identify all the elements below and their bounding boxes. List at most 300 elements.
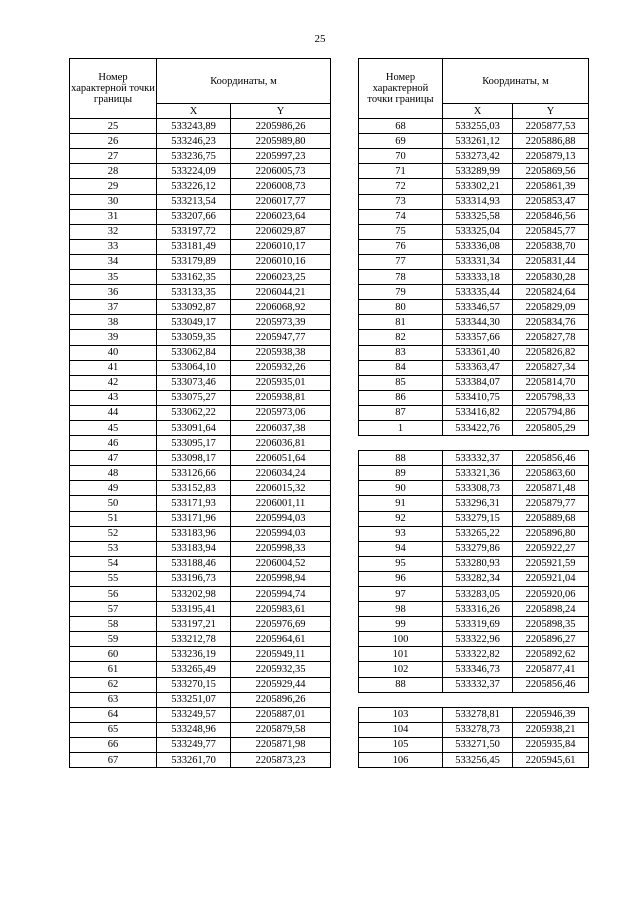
point-number-cell: 47 [70,451,157,466]
table-row [70,390,331,405]
y-coordinate-cell: 2205921,59 [513,556,589,571]
point-number-cell: 106 [359,753,443,768]
point-number-cell: 59 [70,632,157,647]
x-coordinate-cell: 533289,99 [443,164,513,179]
x-coordinate-cell: 533331,34 [443,254,513,269]
x-coordinate-cell: 533246,23 [157,134,231,149]
y-coordinate-cell: 2205922,27 [513,541,589,556]
table-row [70,602,331,617]
y-coordinate-cell: 2205826,82 [513,345,589,360]
table-row [70,466,331,481]
y-coordinate-cell: 2206034,24 [231,466,331,481]
x-coordinate-cell: 533162,35 [157,270,231,285]
header-x: X [157,104,231,119]
y-coordinate-cell: 2205856,46 [513,451,589,466]
y-coordinate-cell: 2205896,26 [231,692,331,707]
x-coordinate-cell: 533095,17 [157,436,231,451]
x-coordinate-cell: 533332,37 [443,677,513,692]
header-point-number: Номер характерной точки границы [359,59,443,119]
point-number-cell: 92 [359,511,443,526]
y-coordinate-cell: 2205973,39 [231,315,331,330]
table-row [359,602,589,617]
y-coordinate-cell: 2205998,33 [231,541,331,556]
y-coordinate-cell: 2205887,01 [231,707,331,722]
x-coordinate-cell: 533361,40 [443,345,513,360]
point-number-cell: 27 [70,149,157,164]
x-coordinate-cell: 533273,42 [443,149,513,164]
table-row [70,345,331,360]
y-coordinate-cell: 2205896,27 [513,632,589,647]
table-row [359,496,589,511]
y-coordinate-cell: 2205938,38 [231,345,331,360]
x-coordinate-cell: 533181,49 [157,239,231,254]
y-coordinate-cell: 2205879,77 [513,496,589,511]
y-coordinate-cell: 2206001,11 [231,496,331,511]
point-number-cell: 97 [359,587,443,602]
table-row [70,753,331,768]
table-row [70,330,331,345]
table-row [70,285,331,300]
y-coordinate-cell: 2205898,24 [513,602,589,617]
y-coordinate-cell: 2206051,64 [231,451,331,466]
table-row [359,420,589,435]
x-coordinate-cell: 533325,04 [443,224,513,239]
point-number-cell: 26 [70,134,157,149]
point-number-cell: 98 [359,602,443,617]
point-number-cell: 66 [70,737,157,752]
x-coordinate-cell: 533255,03 [443,119,513,134]
x-coordinate-cell: 533188,46 [157,556,231,571]
x-coordinate-cell: 533256,45 [443,753,513,768]
y-coordinate-cell: 2205964,61 [231,632,331,647]
table-row [70,496,331,511]
table-row [359,722,589,737]
y-coordinate-cell: 2205998,94 [231,571,331,586]
point-number-cell: 85 [359,375,443,390]
table-row [359,164,589,179]
x-coordinate-cell: 533316,26 [443,602,513,617]
table-row [359,330,589,345]
point-number-cell: 88 [359,677,443,692]
table-row [359,149,589,164]
point-number-cell: 80 [359,300,443,315]
point-number-cell: 104 [359,722,443,737]
y-coordinate-cell: 2205871,48 [513,481,589,496]
point-number-cell: 57 [70,602,157,617]
gap-cell [513,692,589,707]
table-gap-row [359,692,589,707]
table-row [359,587,589,602]
x-coordinate-cell: 533332,37 [443,451,513,466]
table-row [359,134,589,149]
table-row [359,451,589,466]
y-coordinate-cell: 2205879,58 [231,722,331,737]
y-coordinate-cell: 2205945,61 [513,753,589,768]
y-coordinate-cell: 2205994,03 [231,526,331,541]
point-number-cell: 60 [70,647,157,662]
point-number-cell: 40 [70,345,157,360]
y-coordinate-cell: 2206008,73 [231,179,331,194]
x-coordinate-cell: 533325,58 [443,209,513,224]
point-number-cell: 52 [70,526,157,541]
x-coordinate-cell: 533248,96 [157,722,231,737]
x-coordinate-cell: 533236,19 [157,647,231,662]
point-number-cell: 90 [359,481,443,496]
point-number-cell: 44 [70,405,157,420]
x-coordinate-cell: 533346,73 [443,662,513,677]
x-coordinate-cell: 533279,15 [443,511,513,526]
point-number-cell: 86 [359,390,443,405]
table-row [70,722,331,737]
point-number-cell: 50 [70,496,157,511]
point-number-cell: 91 [359,496,443,511]
point-number-cell: 1 [359,420,443,435]
x-coordinate-cell: 533195,41 [157,602,231,617]
point-number-cell: 35 [70,270,157,285]
y-coordinate-cell: 2205805,29 [513,420,589,435]
table-row [70,300,331,315]
y-coordinate-cell: 2206005,73 [231,164,331,179]
table-row [359,194,589,209]
table-row [70,134,331,149]
table-row [70,119,331,134]
x-coordinate-cell: 533091,64 [157,420,231,435]
y-coordinate-cell: 2206068,92 [231,300,331,315]
table-row [70,420,331,435]
point-number-cell: 43 [70,390,157,405]
point-number-cell: 81 [359,315,443,330]
x-coordinate-cell: 533270,15 [157,677,231,692]
x-coordinate-cell: 533322,96 [443,632,513,647]
table-row [359,647,589,662]
y-coordinate-cell: 2206010,16 [231,254,331,269]
table-row [359,224,589,239]
x-coordinate-cell: 533279,86 [443,541,513,556]
table-row [359,209,589,224]
point-number-cell: 76 [359,239,443,254]
x-coordinate-cell: 533278,81 [443,707,513,722]
table-row [70,692,331,707]
point-number-cell: 96 [359,571,443,586]
point-number-cell: 30 [70,194,157,209]
y-coordinate-cell: 2206004,52 [231,556,331,571]
x-coordinate-cell: 533278,73 [443,722,513,737]
table-row [359,466,589,481]
table-row [70,511,331,526]
x-coordinate-cell: 533422,76 [443,420,513,435]
x-coordinate-cell: 533092,87 [157,300,231,315]
point-number-cell: 25 [70,119,157,134]
y-coordinate-cell: 2205846,56 [513,209,589,224]
table-row [359,179,589,194]
table-body-left [70,119,331,768]
y-coordinate-cell: 2205798,33 [513,390,589,405]
table-row [70,315,331,330]
point-number-cell: 103 [359,707,443,722]
table-row [359,481,589,496]
point-number-cell: 75 [359,224,443,239]
point-number-cell: 68 [359,119,443,134]
x-coordinate-cell: 533212,78 [157,632,231,647]
table-row [359,360,589,375]
y-coordinate-cell: 2205827,78 [513,330,589,345]
y-coordinate-cell: 2206044,21 [231,285,331,300]
y-coordinate-cell: 2205946,39 [513,707,589,722]
x-coordinate-cell: 533183,96 [157,526,231,541]
y-coordinate-cell: 2205935,84 [513,737,589,752]
x-coordinate-cell: 533179,89 [157,254,231,269]
point-number-cell: 87 [359,405,443,420]
point-number-cell: 88 [359,451,443,466]
x-coordinate-cell: 533282,34 [443,571,513,586]
point-number-cell: 42 [70,375,157,390]
y-coordinate-cell: 2205794,86 [513,405,589,420]
table-row [359,239,589,254]
table-row [359,707,589,722]
y-coordinate-cell: 2205932,26 [231,360,331,375]
table-row [359,753,589,768]
table-row [70,662,331,677]
point-number-cell: 58 [70,617,157,632]
table-row [70,587,331,602]
y-coordinate-cell: 2206015,32 [231,481,331,496]
x-coordinate-cell: 533302,21 [443,179,513,194]
x-coordinate-cell: 533207,66 [157,209,231,224]
x-coordinate-cell: 533322,82 [443,647,513,662]
y-coordinate-cell: 2205983,61 [231,602,331,617]
table-row [70,707,331,722]
table-row [70,149,331,164]
table-row [70,632,331,647]
page-number: 25 [314,33,326,45]
x-coordinate-cell: 533152,83 [157,481,231,496]
x-coordinate-cell: 533224,09 [157,164,231,179]
table-row [359,737,589,752]
x-coordinate-cell: 533197,72 [157,224,231,239]
point-number-cell: 65 [70,722,157,737]
y-coordinate-cell: 2205997,23 [231,149,331,164]
table-row [359,677,589,692]
y-coordinate-cell: 2206023,64 [231,209,331,224]
table-row [70,617,331,632]
x-coordinate-cell: 533171,93 [157,496,231,511]
x-coordinate-cell: 533133,35 [157,285,231,300]
gap-cell [513,436,589,451]
x-coordinate-cell: 533261,70 [157,753,231,768]
gap-cell [359,692,443,707]
header-coordinates: Координаты, м [157,59,331,104]
x-coordinate-cell: 533357,66 [443,330,513,345]
table-row [70,179,331,194]
point-number-cell: 93 [359,526,443,541]
y-coordinate-cell: 2205935,01 [231,375,331,390]
x-coordinate-cell: 533308,73 [443,481,513,496]
gap-cell [443,436,513,451]
x-coordinate-cell: 533314,93 [443,194,513,209]
x-coordinate-cell: 533251,07 [157,692,231,707]
point-number-cell: 105 [359,737,443,752]
point-number-cell: 62 [70,677,157,692]
x-coordinate-cell: 533249,77 [157,737,231,752]
table-row [70,239,331,254]
x-coordinate-cell: 533261,12 [443,134,513,149]
table-row [70,526,331,541]
table-body-right [359,119,589,768]
point-number-cell: 61 [70,662,157,677]
point-number-cell: 56 [70,587,157,602]
table-row [359,315,589,330]
table-row [70,737,331,752]
header-y: Y [231,104,331,119]
y-coordinate-cell: 2205949,11 [231,647,331,662]
x-coordinate-cell: 533197,21 [157,617,231,632]
table-row [359,270,589,285]
point-number-cell: 82 [359,330,443,345]
table-row [359,632,589,647]
y-coordinate-cell: 2205898,35 [513,617,589,632]
y-coordinate-cell: 2206010,17 [231,239,331,254]
x-coordinate-cell: 533249,57 [157,707,231,722]
x-coordinate-cell: 533049,17 [157,315,231,330]
point-number-cell: 36 [70,285,157,300]
y-coordinate-cell: 2205932,35 [231,662,331,677]
table-row [359,526,589,541]
table-row [70,209,331,224]
header-x: X [443,104,513,119]
header-point-number: Номер характерной точки границы [70,59,157,119]
x-coordinate-cell: 533062,22 [157,405,231,420]
point-number-cell: 71 [359,164,443,179]
point-number-cell: 51 [70,511,157,526]
table-row [359,511,589,526]
x-coordinate-cell: 533243,89 [157,119,231,134]
point-number-cell: 83 [359,345,443,360]
point-number-cell: 32 [70,224,157,239]
x-coordinate-cell: 533363,47 [443,360,513,375]
point-number-cell: 78 [359,270,443,285]
y-coordinate-cell: 2206023,25 [231,270,331,285]
point-number-cell: 55 [70,571,157,586]
x-coordinate-cell: 533344,30 [443,315,513,330]
point-number-cell: 72 [359,179,443,194]
point-number-cell: 94 [359,541,443,556]
header-y: Y [513,104,589,119]
y-coordinate-cell: 2205921,04 [513,571,589,586]
x-coordinate-cell: 533064,10 [157,360,231,375]
table-row [359,119,589,134]
table-row [70,164,331,179]
table-gap-row [359,436,589,451]
y-coordinate-cell: 2205947,77 [231,330,331,345]
x-coordinate-cell: 533319,69 [443,617,513,632]
table-row [70,481,331,496]
point-number-cell: 48 [70,466,157,481]
y-coordinate-cell: 2205827,34 [513,360,589,375]
point-number-cell: 101 [359,647,443,662]
x-coordinate-cell: 533202,98 [157,587,231,602]
x-coordinate-cell: 533075,27 [157,390,231,405]
table-row [70,556,331,571]
y-coordinate-cell: 2205892,62 [513,647,589,662]
y-coordinate-cell: 2206037,38 [231,420,331,435]
table-row [359,390,589,405]
y-coordinate-cell: 2205831,44 [513,254,589,269]
point-number-cell: 102 [359,662,443,677]
table-row [70,451,331,466]
y-coordinate-cell: 2205829,09 [513,300,589,315]
table-row [359,571,589,586]
y-coordinate-cell: 2205869,56 [513,164,589,179]
y-coordinate-cell: 2205896,80 [513,526,589,541]
table-row [359,617,589,632]
point-number-cell: 84 [359,360,443,375]
point-number-cell: 64 [70,707,157,722]
coordinates-table-left [69,58,331,768]
point-number-cell: 54 [70,556,157,571]
point-number-cell: 31 [70,209,157,224]
y-coordinate-cell: 2205873,23 [231,753,331,768]
y-coordinate-cell: 2205938,21 [513,722,589,737]
table-row [359,375,589,390]
point-number-cell: 79 [359,285,443,300]
x-coordinate-cell: 533126,66 [157,466,231,481]
table-row [70,224,331,239]
y-coordinate-cell: 2205994,74 [231,587,331,602]
y-coordinate-cell: 2206029,87 [231,224,331,239]
y-coordinate-cell: 2206017,77 [231,194,331,209]
y-coordinate-cell: 2205886,88 [513,134,589,149]
y-coordinate-cell: 2205830,28 [513,270,589,285]
x-coordinate-cell: 533296,31 [443,496,513,511]
point-number-cell: 34 [70,254,157,269]
header-coordinates: Координаты, м [443,59,589,104]
point-number-cell: 49 [70,481,157,496]
table-row [70,375,331,390]
x-coordinate-cell: 533183,94 [157,541,231,556]
y-coordinate-cell: 2205929,44 [231,677,331,692]
x-coordinate-cell: 533196,73 [157,571,231,586]
x-coordinate-cell: 533171,96 [157,511,231,526]
point-number-cell: 45 [70,420,157,435]
table-row [359,254,589,269]
x-coordinate-cell: 533283,05 [443,587,513,602]
x-coordinate-cell: 533265,49 [157,662,231,677]
x-coordinate-cell: 533213,54 [157,194,231,209]
gap-cell [359,436,443,451]
table-row [359,541,589,556]
x-coordinate-cell: 533226,12 [157,179,231,194]
point-number-cell: 33 [70,239,157,254]
point-number-cell: 73 [359,194,443,209]
x-coordinate-cell: 533416,82 [443,405,513,420]
x-coordinate-cell: 533271,50 [443,737,513,752]
y-coordinate-cell: 2205877,53 [513,119,589,134]
table-row [70,194,331,209]
table-row [70,405,331,420]
point-number-cell: 95 [359,556,443,571]
x-coordinate-cell: 533098,17 [157,451,231,466]
x-coordinate-cell: 533335,44 [443,285,513,300]
coordinates-table-right [358,58,589,768]
y-coordinate-cell: 2205838,70 [513,239,589,254]
y-coordinate-cell: 2205920,06 [513,587,589,602]
x-coordinate-cell: 533410,75 [443,390,513,405]
point-number-cell: 77 [359,254,443,269]
y-coordinate-cell: 2205845,77 [513,224,589,239]
y-coordinate-cell: 2205989,80 [231,134,331,149]
table-row [359,345,589,360]
table-row [70,270,331,285]
